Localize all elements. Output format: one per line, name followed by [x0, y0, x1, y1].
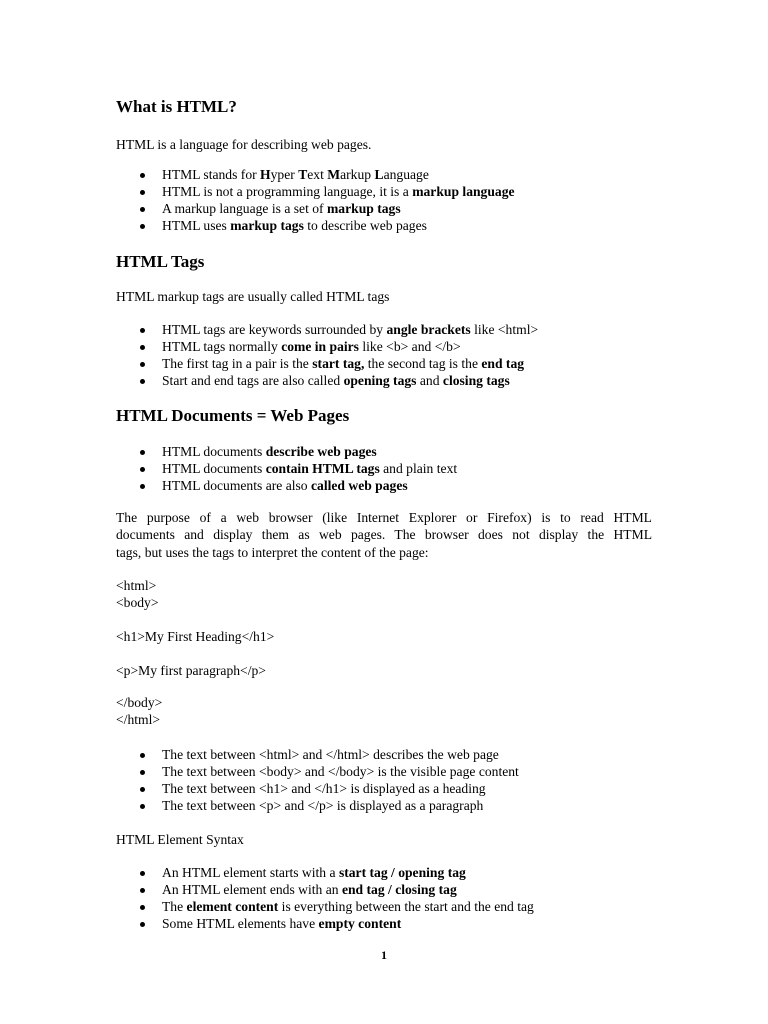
list-item [116, 372, 538, 389]
bullet-list-code-explanation [116, 746, 519, 814]
code-line-p: <p>My first paragraph</p> [116, 663, 266, 678]
text-run: HTML documents [162, 461, 266, 477]
text-run: and plain text [379, 461, 458, 477]
text-run: HTML tags are keywords surrounded by [162, 322, 387, 337]
code-line-h1: <h1>My First Heading</h1> [116, 629, 275, 644]
list-item [116, 460, 457, 477]
text-run: anguage [383, 167, 429, 182]
list-item [116, 355, 538, 372]
heading-html-tags: HTML Tags [116, 252, 205, 271]
text-run: The text between <html> and </html> describes the web page [162, 747, 499, 762]
text-run: like <html> [470, 322, 539, 337]
bold-text: markup language [412, 184, 515, 200]
bold-text: element content [186, 899, 279, 915]
list-item [116, 321, 538, 338]
text-run: yper [270, 167, 299, 182]
text-run: and [416, 373, 443, 389]
list-item [116, 217, 515, 234]
list-item [116, 200, 515, 217]
text-run: HTML stands for [162, 167, 261, 182]
bullet-list-what-is-html [116, 166, 515, 234]
bold-text: opening tags [343, 373, 417, 389]
text-run: Start and end tags are also called [162, 373, 344, 389]
bold-text: start tag / opening tag [338, 865, 466, 880]
intro-html-tags: HTML markup tags are usually called HTML tags [116, 289, 390, 304]
text-run: like <b> and </b> [358, 339, 461, 355]
bold-text: describe web pages [265, 444, 377, 459]
list-item [116, 915, 534, 932]
text-run: HTML uses [162, 218, 231, 234]
list-item [116, 183, 515, 200]
bold-text: called web pages [311, 478, 408, 494]
text-run: HTML documents are also [162, 478, 311, 494]
text-run: The text between <body> and </body> is the visible page content [162, 764, 519, 780]
bold-text: L [374, 167, 384, 182]
code-line-body-close: </body> [116, 695, 163, 710]
bold-text: markup tags [326, 201, 401, 217]
list-item [116, 780, 519, 797]
text-run: The text between <p> and </p> is displayed as a paragraph [162, 798, 484, 814]
bold-text: end tag / closing tag [341, 882, 457, 898]
text-run: ext [307, 167, 328, 182]
text-run: An HTML element ends with an [162, 882, 342, 898]
bold-text: T [298, 167, 308, 182]
title-html-element-syntax: HTML Element Syntax [116, 832, 244, 847]
paragraph-line: documents and display them as web pages. The browser does not display the HTML [116, 527, 652, 543]
bold-text: markup tags [230, 218, 304, 234]
heading-html-documents: HTML Documents = Web Pages [116, 406, 350, 425]
text-run: is everything between the start and the end tag [278, 899, 534, 915]
bold-text: come in pairs [281, 339, 359, 355]
bold-text: start tag, [312, 356, 365, 372]
list-item [116, 881, 534, 898]
list-item [116, 166, 515, 183]
bold-text: H [260, 167, 271, 182]
text-run: to describe web pages [303, 218, 427, 234]
bold-text: contain HTML tags [265, 461, 380, 477]
text-run: Some HTML elements have [162, 916, 319, 932]
browser-purpose-paragraph [116, 509, 652, 561]
bold-text: angle brackets [386, 322, 471, 337]
bullet-list-element-syntax [116, 864, 534, 932]
bullet-list-html-documents [116, 443, 457, 494]
bullet-list-html-tags [116, 321, 538, 389]
text-run: An HTML element starts with a [162, 865, 339, 880]
text-run: HTML tags normally [162, 339, 282, 355]
text-run: The text between <h1> and </h1> is displayed as a heading [162, 781, 486, 797]
code-line-html-close: </html> [116, 712, 161, 727]
list-item [116, 763, 519, 780]
text-run: the second tag is the [364, 356, 482, 372]
text-run: arkup [340, 167, 375, 182]
paragraph-line: tags, but uses the tags to interpret the content of the page: [116, 544, 429, 560]
text-run: The [162, 899, 187, 915]
code-line-body-open: <body> [116, 595, 159, 610]
list-item [116, 338, 538, 355]
text-run: A markup language is a set of [162, 201, 327, 217]
text-run: HTML is not a programming language, it is a [162, 184, 413, 200]
list-item [116, 443, 457, 460]
bold-text: empty content [318, 916, 402, 932]
list-item [116, 898, 534, 915]
page-number: 1 [381, 948, 387, 962]
text-run: HTML documents [162, 444, 266, 459]
list-item [116, 477, 457, 494]
bold-text: closing tags [442, 373, 510, 389]
list-item [116, 797, 519, 814]
list-item [116, 864, 534, 881]
intro-what-is-html: HTML is a language for describing web pages. [116, 137, 372, 152]
list-item [116, 746, 519, 763]
heading-what-is-html: What is HTML? [116, 97, 237, 116]
text-run: The first tag in a pair is the [162, 356, 313, 372]
paragraph-line: The purpose of a web browser (like Internet Explorer or Firefox) is to read HTML [116, 510, 652, 525]
bold-text: M [327, 167, 341, 182]
code-line-html-open: <html> [116, 578, 157, 593]
bold-text: end tag [481, 356, 525, 372]
